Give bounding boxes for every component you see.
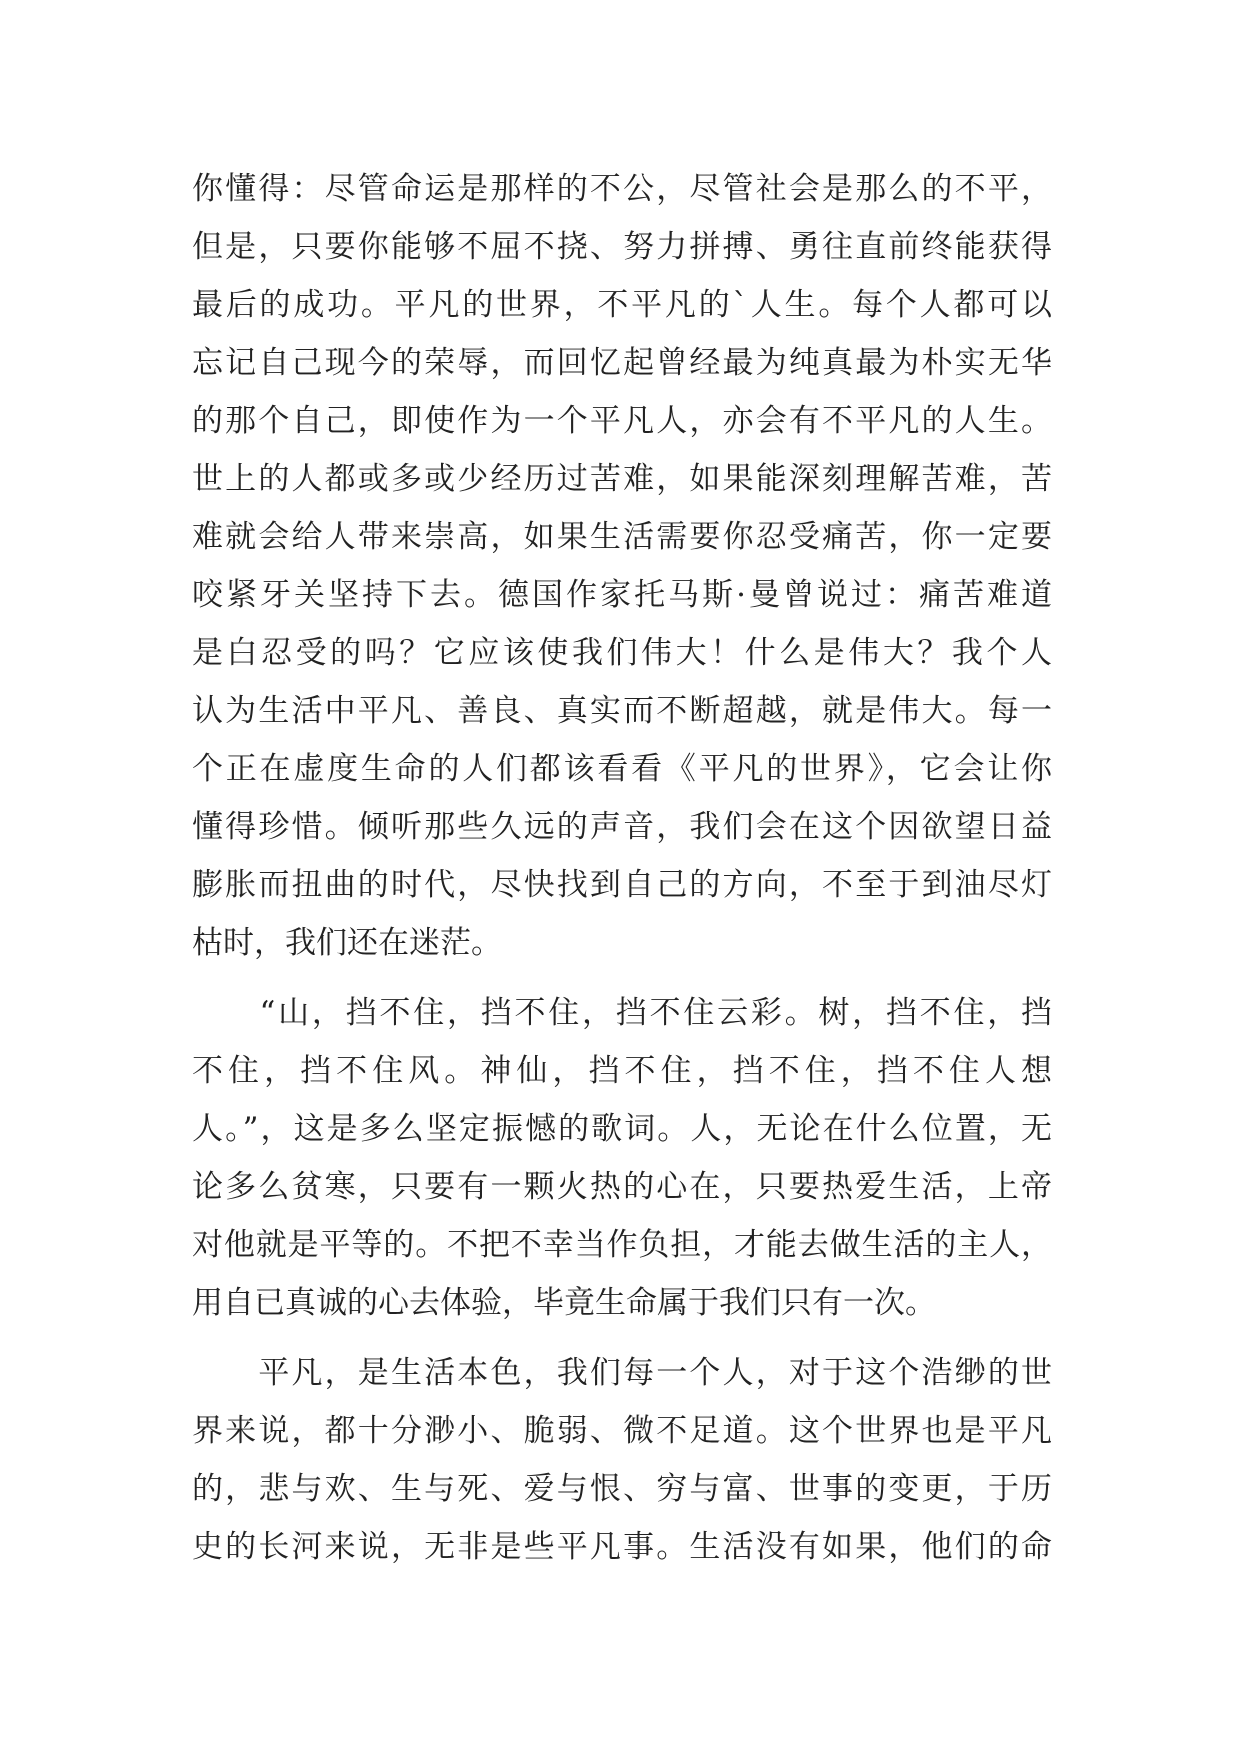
text-line: 懂得珍惜。倾听那些久远的声音，我们会在这个因欲望日益	[192, 809, 1052, 845]
text-line: 世上的人都或多或少经历过苦难，如果能深刻理解苦难，苦	[192, 461, 1052, 497]
text-line: 界来说，都十分渺小、脆弱、微不足道。这个世界也是平凡	[192, 1413, 1052, 1449]
text-line: 不住，挡不住风。神仙，挡不住，挡不住，挡不住人想	[192, 1053, 1052, 1089]
paragraph-1	[192, 160, 1052, 972]
text-line: 的那个自己，即使作为一个平凡人，亦会有不平凡的人生。	[192, 403, 1052, 439]
text-line: 最后的成功。平凡的世界，不平凡的`人生。每个人都可以	[192, 287, 1052, 323]
body-text	[192, 160, 1052, 1576]
text-line: 人。”，这是多么坚定振憾的歌词。人，无论在什么位置，无	[192, 1111, 1052, 1147]
text-line: 对他就是平等的。不把不幸当作负担，才能去做生活的主人，	[192, 1227, 1052, 1263]
text-line: 忘记自己现今的荣辱，而回忆起曾经最为纯真最为朴实无华	[192, 345, 1052, 381]
text-line: 的，悲与欢、生与死、爱与恨、穷与富、世事的变更，于历	[192, 1471, 1052, 1507]
text-line: 你懂得：尽管命运是那样的不公，尽管社会是那么的不平，	[192, 171, 1052, 207]
text-line: 难就会给人带来崇高，如果生活需要你忍受痛苦，你一定要	[192, 519, 1052, 555]
text-line: 认为生活中平凡、善良、真实而不断超越，就是伟大。每一	[192, 693, 1052, 729]
text-line: 论多么贫寒，只要有一颗火热的心在，只要热爱生活，上帝	[192, 1169, 1052, 1205]
text-line: 平凡，是生活本色，我们每一个人，对于这个浩缈的世	[192, 1355, 1052, 1391]
paragraph-3	[192, 1344, 1052, 1576]
text-line: 膨胀而扭曲的时代，尽快找到自己的方向，不至于到油尽灯	[192, 867, 1052, 903]
text-line: 是白忍受的吗？它应该使我们伟大！什么是伟大？我个人	[192, 635, 1052, 671]
text-line: 枯时，我们还在迷茫。	[192, 925, 502, 961]
text-line: 咬紧牙关坚持下去。德国作家托马斯·曼曾说过：痛苦难道	[192, 577, 1052, 613]
text-line: “山，挡不住，挡不住，挡不住云彩。树，挡不住，挡	[192, 995, 1052, 1031]
text-line: 史的长河来说，无非是些平凡事。生活没有如果，他们的命	[192, 1529, 1052, 1565]
paragraph-2	[192, 984, 1052, 1332]
text-line: 用自已真诚的心去体验，毕竟生命属于我们只有一次。	[192, 1285, 936, 1321]
text-line: 个正在虚度生命的人们都该看看《平凡的世界》，它会让你	[192, 751, 1052, 787]
text-line: 但是，只要你能够不屈不挠、努力拼搏、勇往直前终能获得	[192, 229, 1052, 265]
